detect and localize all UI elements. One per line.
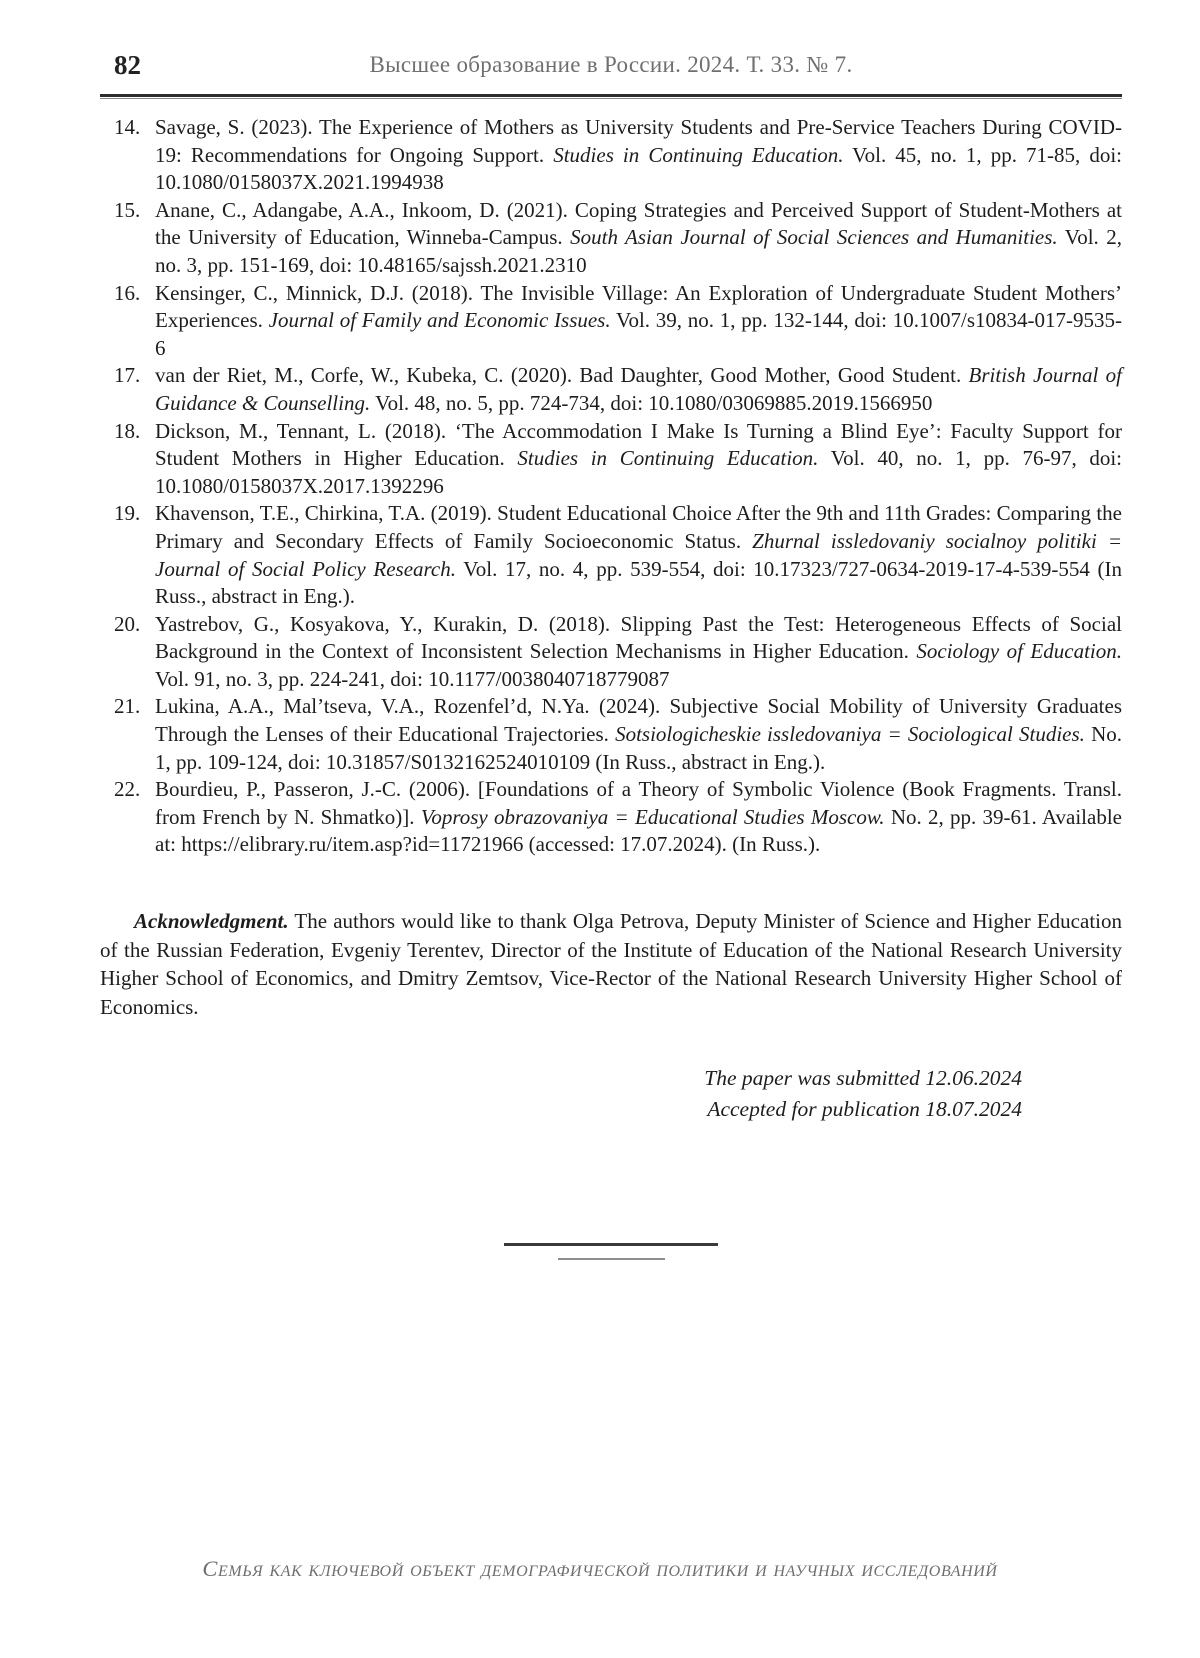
reference-item xyxy=(114,197,1122,280)
journal-name: Studies in Continuing Education. xyxy=(517,446,819,471)
reference-item xyxy=(114,776,1122,859)
reference-text: Yastrebov, G., Kosyakova, Y., Kurakin, D. (2018). Slipping Past the Test: Heterogeneous Effects of Social Background in the Context of Inconsistent Selection Mechanisms in Higher Education. xyxy=(155,611,1122,664)
reference-text: Vol. 17, no. 4, pp. 539-554, doi: 10.17323/727-0634-2019-17-4-539-554 (In Russ., abstract in Eng.). xyxy=(155,556,1122,609)
reference-item xyxy=(114,500,1122,610)
reference-number: 22. xyxy=(114,777,141,802)
reference-text: Bourdieu, P., Passeron, J.-C. (2006). [Foundations of a Theory of Symbolic Violence (Book Fragments. Transl. from French by N. Shmatko)]. xyxy=(155,777,1122,829)
submitted-date-line: The paper was submitted 12.06.2024 xyxy=(704,1066,1022,1091)
reference-text: Anane, C., Adangabe, A.A., Inkoom, D. (2021). Coping Strategies and Perceived Support of Student-Mothers at the University of Education, Winneba-Campus. xyxy=(155,197,1122,250)
reference-text: Vol. 39, no. 1, pp. 132-144, doi: 10.1007/s10834-017-9535-6 xyxy=(155,308,1122,360)
reference-text: Vol. 91, no. 3, pp. 224-241, doi: 10.1177/0038040718779087 xyxy=(155,666,670,691)
journal-name: Voprosy obrazovaniya = Educational Studies Moscow. xyxy=(420,804,885,829)
reference-item xyxy=(114,611,1123,694)
reference-text: Dickson, M., Tennant, L. (2018). ‘The Accommodation I Make Is Turning a Blind Eye’: Faculty Support for Student Mothers in Higher Education. xyxy=(155,418,1122,471)
reference-text: No. 1, pp. 109-124, doi: 10.31857/S0132162524010109 (In Russ., abstract in Eng.). xyxy=(155,722,1122,774)
journal-title: Высшее образование в России. 2024. Т. 33. № 7. xyxy=(369,52,853,77)
divider-short-line xyxy=(558,1258,665,1260)
reference-text: Vol. 40, no. 1, pp. 76-97, doi: 10.1080/0158037X.2017.1392296 xyxy=(155,446,1123,498)
reference-number: 15. xyxy=(114,197,141,222)
divider-long-line xyxy=(504,1243,718,1246)
running-footer xyxy=(0,1556,1200,1582)
reference-text: Savage, S. (2023). The Experience of Mothers as University Students and Pre-Service Teachers During COVID-19: Recommendations for Ongoing Support. xyxy=(155,115,1122,167)
reference-item xyxy=(114,418,1123,501)
reference-item xyxy=(114,362,1122,417)
acknowledgment-paragraph xyxy=(100,907,1122,1021)
references-list xyxy=(100,114,1122,859)
reference-text: Lukina, A.A., Mal’tseva, V.A., Rozenfel’d, N.Ya. (2024). Subjective Social Mobility of University Graduates Through the Lenses of their Educational Trajectories. xyxy=(155,694,1122,747)
journal-name: Sociology of Education. xyxy=(916,639,1123,664)
journal-name: Zhurnal issledovaniy socialnoy politiki = Journal of Social Policy Research. xyxy=(155,528,1122,581)
reference-text: van der Riet, M., Corfe, W., Kubeka, C. (2020). Bad Daughter, Good Mother, Good Student. xyxy=(155,363,969,388)
reference-number: 17. xyxy=(114,363,141,388)
reference-text: No. 2, pp. 39-61. Available at: https://elibrary.ru/item.asp?id=11721966 (accessed: 17.07.2024). (In Russ.). xyxy=(155,804,1122,857)
acknowledgment-label: Acknowledgment. xyxy=(134,909,289,934)
journal-name: British Journal of Guidance & Counselling. xyxy=(155,363,1122,415)
page-number: 82 xyxy=(114,50,141,80)
journal-name: South Asian Journal of Social Sciences and Humanities. xyxy=(570,225,1058,250)
page-header xyxy=(100,52,1122,94)
reference-text: Kensinger, C., Minnick, D.J. (2018). The Invisible Village: An Exploration of Undergraduate Student Mothers’ Experiences. xyxy=(155,280,1122,333)
section-divider xyxy=(100,1243,1122,1260)
reference-number: 14. xyxy=(114,115,141,139)
reference-item xyxy=(114,280,1122,363)
journal-name: Journal of Family and Economic Issues. xyxy=(268,308,611,333)
reference-text: Vol. 48, no. 5, pp. 724-734, doi: 10.1080/03069885.2019.1566950 xyxy=(370,390,933,415)
reference-item xyxy=(114,114,1122,197)
reference-text: Khavenson, T.E., Chirkina, T.A. (2019). Student Educational Choice After the 9th and 11th Grades: Comparing the Primary and Secondary Effects of Family Socioeconomic Status. xyxy=(155,501,1122,553)
reference-number: 18. xyxy=(114,418,141,443)
running-title: Семья как ключевой объект демографической политики и научных исследований xyxy=(202,1556,998,1581)
reference-text: Vol. 45, no. 1, pp. 71-85, doi: 10.1080/0158037X.2021.1994938 xyxy=(155,142,1122,195)
journal-name: Studies in Continuing Education. xyxy=(553,142,844,167)
reference-number: 19. xyxy=(114,501,141,526)
submission-dates xyxy=(100,1063,1122,1125)
reference-text: Vol. 2, no. 3, pp. 151-169, doi: 10.48165/sajssh.2021.2310 xyxy=(155,225,1122,277)
reference-number: 20. xyxy=(114,611,141,636)
reference-number: 16. xyxy=(114,280,141,305)
header-rule xyxy=(100,94,1122,99)
reference-item xyxy=(114,693,1122,776)
accepted-date-line: Accepted for publication 18.07.2024 xyxy=(707,1097,1022,1122)
acknowledgment-text: The authors would like to thank Olga Petrova, Deputy Minister of Science and Higher Education of the Russian Federation, Evgeniy Terentev, Director of the Institute of Education of the National Research University Higher School of Economics, and Dmitry Zemtsov, Vice-Rector of the National Research University Higher School of Economics. xyxy=(100,909,1122,1019)
reference-number: 21. xyxy=(114,694,141,719)
journal-name: Sotsiologicheskie issledovaniya = Sociological Studies. xyxy=(615,722,1085,747)
